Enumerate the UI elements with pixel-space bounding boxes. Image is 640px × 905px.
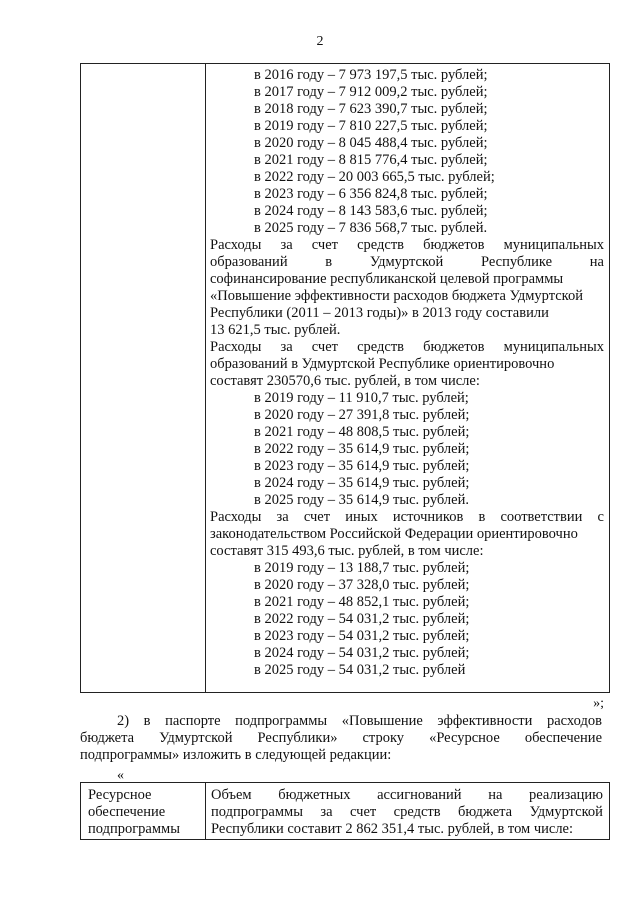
para1-line1: Расходы за счет средств бюджетов муниципальных (210, 237, 604, 253)
item-2-paragraph (80, 713, 602, 764)
para1-line6: 13 621,5 тыс. рублей. (210, 322, 341, 338)
para2-line1: Расходы за счет средств бюджетов муниципальных (210, 339, 604, 355)
year-amount-line: в 2022 году – 20 003 665,5 тыс. рублей; (254, 169, 495, 185)
year-amount-line: в 2023 году – 54 031,2 тыс. рублей; (254, 628, 470, 644)
para1-line5: Республики (2011 – 2013 годы)» в 2013 году составили (210, 305, 549, 321)
year-amount-line: в 2024 году – 8 143 583,6 тыс. рублей; (254, 203, 488, 219)
year-amount-line: в 2017 году – 7 912 009,2 тыс. рублей; (254, 84, 488, 100)
year-amount-line: в 2019 году – 11 910,7 тыс. рублей; (254, 390, 469, 406)
municipal-year-list (210, 390, 604, 509)
row-header: Ресурсное обеспечение подпрограммы (88, 787, 180, 837)
para2-line3: составят 230570,6 тыс. рублей, в том числе: (210, 373, 480, 389)
para3-line1: Расходы за счет иных источников в соответствии с (210, 509, 604, 525)
year-amount-line: в 2021 году – 48 808,5 тыс. рублей; (254, 424, 470, 440)
row-content (211, 787, 603, 838)
year-amount-line: в 2020 году – 8 045 488,4 тыс. рублей; (254, 135, 488, 151)
t2-line2: подпрограммы за счет средств бюджета Удмуртской (211, 804, 603, 820)
resource-cell-text (210, 67, 604, 679)
page-number: 2 (316, 34, 324, 49)
resource-table-new (80, 782, 610, 840)
year-amount-line: в 2021 году – 48 852,1 тыс. рублей; (254, 594, 470, 610)
item2-line3: подпрограммы» изложить в следующей редакции: (80, 747, 392, 763)
year-amount-line: в 2023 году – 35 614,9 тыс. рублей; (254, 458, 470, 474)
year-amount-line: в 2019 году – 13 188,7 тыс. рублей; (254, 560, 470, 576)
year-amount-line: в 2022 году – 35 614,9 тыс. рублей; (254, 441, 470, 457)
para3-line2: законодательством Российской Федерации ориентировочно (210, 526, 578, 542)
year-amount-line: в 2018 году – 7 623 390,7 тыс. рублей; (254, 101, 488, 117)
year-amount-line: в 2020 году – 37 328,0 тыс. рублей; (254, 577, 470, 593)
year-amount-line: в 2025 году – 7 836 568,7 тыс. рублей. (254, 220, 488, 236)
year-amount-line: в 2022 году – 54 031,2 тыс. рублей; (254, 611, 470, 627)
budget-year-list (210, 67, 604, 237)
year-amount-line: в 2025 году – 54 031,2 тыс. рублей (254, 662, 466, 678)
year-amount-line: в 2023 году – 6 356 824,8 тыс. рублей; (254, 186, 488, 202)
closing-quote: »; (593, 696, 604, 711)
para1-line3: софинансирование республиканской целевой программы (210, 271, 564, 287)
para1-line4: «Повышение эффективности расходов бюджета Удмуртской (210, 288, 583, 304)
item2-line1: 2) в паспорте подпрограммы «Повышение эффективности расходов (117, 713, 602, 729)
year-amount-line: в 2020 году – 27 391,8 тыс. рублей; (254, 407, 470, 423)
item2-line2: бюджета Удмуртской Республики» строку «Ресурсное обеспечение (80, 730, 602, 746)
opening-quote: « (117, 768, 124, 783)
t2-line3: Республики составит 2 862 351,4 тыс. рублей, в том числе: (211, 821, 574, 837)
table-column-divider (205, 783, 206, 839)
year-amount-line: в 2016 году – 7 973 197,5 тыс. рублей; (254, 67, 488, 83)
year-amount-line: в 2025 году – 35 614,9 тыс. рублей. (254, 492, 469, 508)
para2-line2: образований в Удмуртской Республике ориентировочно (210, 356, 555, 372)
table-column-divider (205, 64, 206, 692)
para3-line3: составят 315 493,6 тыс. рублей, в том числе: (210, 543, 484, 559)
para1-line2: образований в Удмуртской Республике на (210, 254, 604, 270)
t2-line1: Объем бюджетных ассигнований на реализацию (211, 787, 603, 803)
year-amount-line: в 2024 году – 54 031,2 тыс. рублей; (254, 645, 470, 661)
year-amount-line: в 2019 году – 7 810 227,5 тыс. рублей; (254, 118, 488, 134)
year-amount-line: в 2021 году – 8 815 776,4 тыс. рублей; (254, 152, 488, 168)
year-amount-line: в 2024 году – 35 614,9 тыс. рублей; (254, 475, 470, 491)
other-sources-year-list (210, 560, 604, 679)
